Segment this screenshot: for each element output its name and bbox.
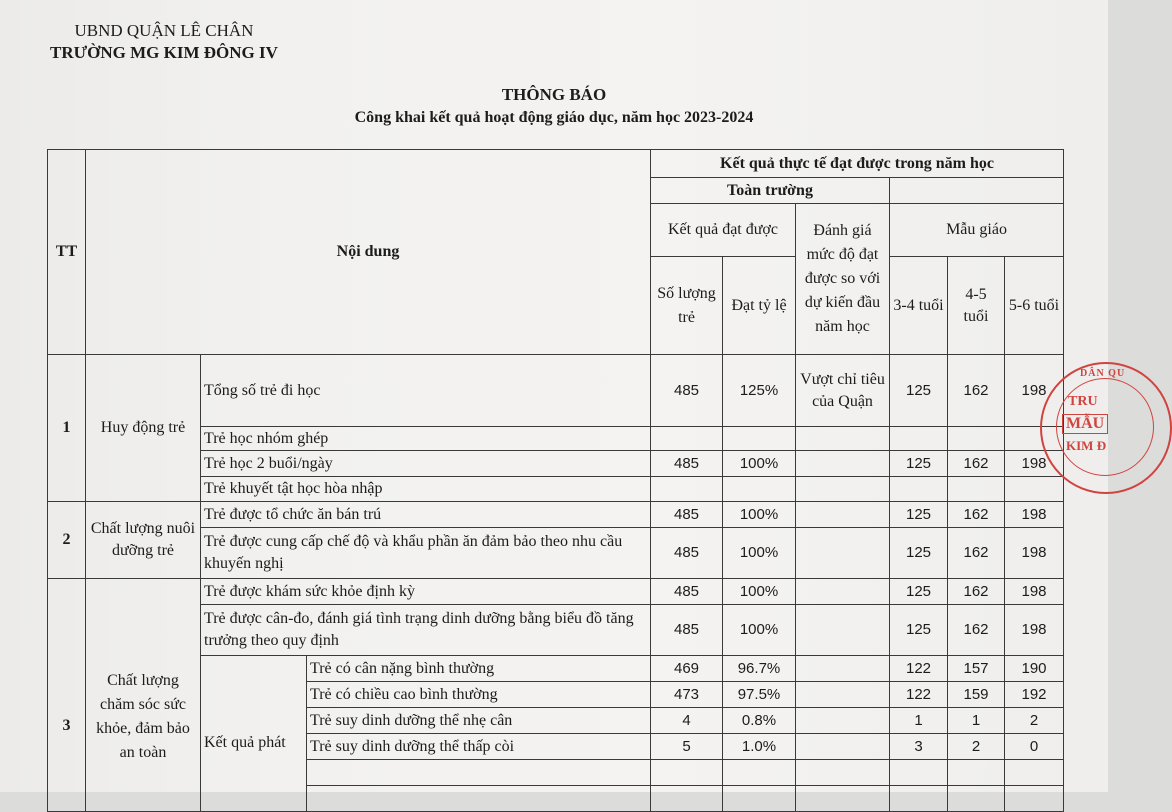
row-age-5-6: 198 (1005, 502, 1064, 528)
row-age-3-4: 122 (890, 656, 948, 682)
section-number: 1 (48, 355, 86, 502)
row-eval (796, 427, 890, 451)
row-rate (723, 477, 796, 502)
row-age-3-4: 1 (890, 708, 948, 734)
row-age-5-6 (1005, 477, 1064, 502)
row-age-4-5: 162 (948, 579, 1005, 605)
table-row (48, 451, 1064, 477)
row-eval (796, 734, 890, 760)
section-number: 3 (48, 579, 86, 812)
row-age-4-5: 162 (948, 528, 1005, 579)
row-age-4-5 (948, 427, 1005, 451)
header-age-5-6: 5-6 tuổi (1005, 257, 1064, 355)
row-rate (723, 427, 796, 451)
row-item: Trẻ học nhóm ghép (201, 427, 651, 451)
row-count: 5 (651, 734, 723, 760)
header-tt: TT (48, 150, 86, 355)
row-rate: 97.5% (723, 682, 796, 708)
row-age-4-5: 157 (948, 656, 1005, 682)
row-item: Trẻ được cân-đo, đánh giá tình trạng dinh dưỡng bằng biểu đồ tăng trưởng theo quy định (201, 605, 651, 656)
header-age-3-4: 3-4 tuổi (890, 257, 948, 355)
section-name: Chất lượng nuôi dưỡng trẻ (86, 502, 201, 579)
row-count (651, 477, 723, 502)
row-count: 469 (651, 656, 723, 682)
row-count: 485 (651, 528, 723, 579)
row-age-3-4: 125 (890, 579, 948, 605)
row-rate: 1.0% (723, 734, 796, 760)
row-age-3-4 (890, 427, 948, 451)
row-age-5-6: 198 (1005, 579, 1064, 605)
header-results-year: Kết quả thực tế đạt được trong năm học (651, 150, 1064, 178)
table-row (48, 355, 1064, 427)
row-eval (796, 605, 890, 656)
row-item: Trẻ được tổ chức ăn bán trú (201, 502, 651, 528)
row-eval (796, 451, 890, 477)
row-eval (796, 528, 890, 579)
row-rate: 100% (723, 579, 796, 605)
header-whole-school: Toàn trường (651, 178, 890, 204)
row-age-3-4: 122 (890, 682, 948, 708)
row-age-3-4: 125 (890, 355, 948, 427)
row-age-4-5: 159 (948, 682, 1005, 708)
row-age-5-6: 2 (1005, 708, 1064, 734)
row-age-4-5: 162 (948, 502, 1005, 528)
row-count (651, 427, 723, 451)
row-age-5-6: 190 (1005, 656, 1064, 682)
table-row (48, 605, 1064, 656)
row-count: 485 (651, 451, 723, 477)
header-rate: Đạt tỷ lệ (723, 257, 796, 355)
row-age-5-6: 198 (1005, 605, 1064, 656)
letterhead (50, 20, 278, 64)
row-age-3-4: 125 (890, 502, 948, 528)
row-rate: 100% (723, 528, 796, 579)
row-age-4-5: 162 (948, 605, 1005, 656)
row-count: 473 (651, 682, 723, 708)
row-age-3-4: 125 (890, 451, 948, 477)
row-age-4-5: 2 (948, 734, 1005, 760)
row-eval (796, 656, 890, 682)
row-age-4-5: 162 (948, 451, 1005, 477)
header-blank (890, 178, 1064, 204)
header-age-4-5: 4-5 tuổi (948, 257, 1005, 355)
notice-subtitle: Công khai kết quả hoạt động giáo dục, năm học 2023-2024 (354, 109, 754, 126)
row-eval (796, 502, 890, 528)
header-evaluation: Đánh giá mức độ đạt được so với dự kiến đầu năm học (796, 204, 890, 355)
results-table (47, 149, 1064, 812)
row-age-5-6: 198 (1005, 451, 1064, 477)
row-age-3-4: 3 (890, 734, 948, 760)
row-count: 485 (651, 579, 723, 605)
row-count: 485 (651, 605, 723, 656)
row-count: 4 (651, 708, 723, 734)
row-eval (796, 579, 890, 605)
header-preschool: Mẫu giáo (890, 204, 1064, 257)
row-age-5-6: 0 (1005, 734, 1064, 760)
row-item: Tổng số trẻ đi học (201, 355, 651, 427)
row-eval (796, 477, 890, 502)
row-item: Trẻ suy dinh dưỡng thể thấp còi (307, 734, 651, 760)
table-row (48, 477, 1064, 502)
row-rate: 100% (723, 605, 796, 656)
row-eval (796, 682, 890, 708)
table-row (48, 528, 1064, 579)
row-rate: 100% (723, 451, 796, 477)
row-rate: 0.8% (723, 708, 796, 734)
table-row (48, 427, 1064, 451)
row-item: Trẻ được cung cấp chế độ và khẩu phần ăn đảm bảo theo nhu cầu khuyến nghị (201, 528, 651, 579)
header-content: Nội dung (86, 150, 651, 355)
row-age-5-6: 198 (1005, 528, 1064, 579)
row-eval (796, 708, 890, 734)
section-number: 2 (48, 502, 86, 579)
row-item: Trẻ có chiều cao bình thường (307, 682, 651, 708)
row-count: 485 (651, 502, 723, 528)
row-age-3-4 (890, 477, 948, 502)
table-row (48, 502, 1064, 528)
row-rate: 96.7% (723, 656, 796, 682)
row-age-5-6: 198 (1005, 355, 1064, 427)
section-name: Huy động trẻ (86, 355, 201, 502)
section-name: Chất lượng chăm sóc sức khỏe, đảm bảo an toàn (86, 579, 201, 812)
table-row (48, 656, 1064, 682)
school-name: TRƯỜNG MG KIM ĐÔNG IV (50, 43, 278, 62)
row-rate: 125% (723, 355, 796, 427)
row-item: Trẻ suy dinh dưỡng thể nhẹ cân (307, 708, 651, 734)
row-item: Trẻ khuyết tật học hòa nhập (201, 477, 651, 502)
row-age-4-5: 1 (948, 708, 1005, 734)
row-item: Trẻ học 2 buổi/ngày (201, 451, 651, 477)
table-row (48, 579, 1064, 605)
row-age-3-4: 125 (890, 605, 948, 656)
row-age-5-6: 192 (1005, 682, 1064, 708)
row-rate: 100% (723, 502, 796, 528)
notice-title: THÔNG BÁO (501, 85, 607, 104)
row-item: Trẻ có cân nặng bình thường (307, 656, 651, 682)
row-age-3-4: 125 (890, 528, 948, 579)
row-item: Trẻ được khám sức khỏe định kỳ (201, 579, 651, 605)
header-count: Số lượng trẻ (651, 257, 723, 355)
header-achieved: Kết quả đạt được (651, 204, 796, 257)
school-stamp: DÂN QU TRU MẪU KIM Đ (1040, 362, 1172, 494)
org-name: UBND QUẬN LÊ CHÂN (74, 21, 254, 40)
subgroup-label: Kết quả phát (201, 656, 307, 812)
row-count: 485 (651, 355, 723, 427)
row-age-4-5 (948, 477, 1005, 502)
row-age-4-5: 162 (948, 355, 1005, 427)
row-eval: Vượt chỉ tiêu của Quận (796, 355, 890, 427)
